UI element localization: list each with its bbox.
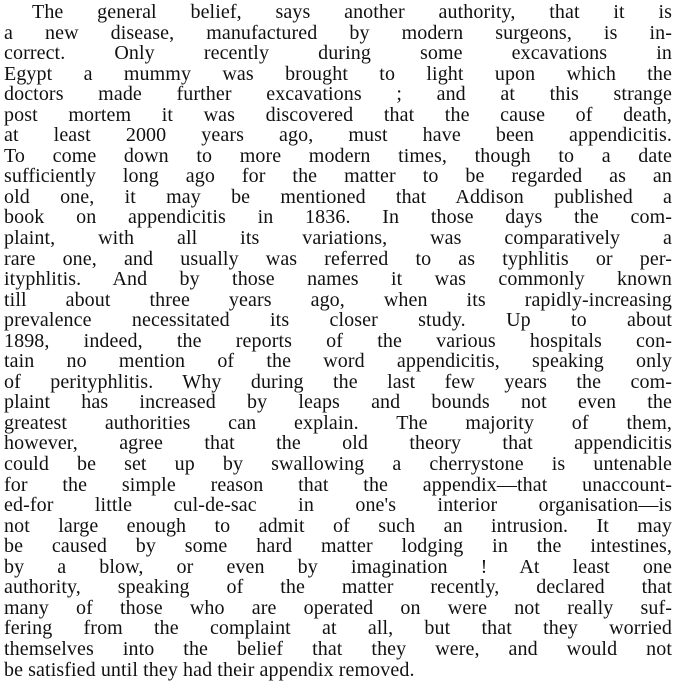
text-line: greatest authorities can explain. The majority of them,	[4, 411, 672, 434]
text-line: Egypt a mummy was brought to light upon which the	[4, 62, 672, 85]
text-line: a new disease, manufactured by modern surgeons, is in-	[4, 21, 672, 44]
article-paragraph	[4, 2, 672, 680]
text-line: could be set up by swallowing a cherrystone is untenable	[4, 453, 672, 476]
text-line: fering from the complaint at all, but that they worried	[4, 617, 672, 640]
text-line: themselves into the belief that they were, and would not	[4, 637, 672, 660]
text-line: 1898, indeed, the reports of the various hospitals con-	[4, 329, 672, 352]
text-line: not large enough to admit of such an intrusion. It may	[4, 514, 672, 537]
text-line: rare one, and usually was referred to as typhlitis or per-	[4, 247, 672, 270]
text-line: however, agree that the old theory that appendicitis	[4, 432, 672, 455]
text-line: book on appendicitis in 1836. In those days the com-	[4, 206, 672, 229]
text-line: tain no mention of the word appendicitis, speaking only	[4, 350, 672, 373]
text-line: many of those who are operated on were not really suf-	[4, 596, 672, 619]
text-line: ed-for little cul-de-sac in one's interior organisation—is	[4, 494, 672, 517]
text-line: correct. Only recently during some excavations in	[4, 42, 672, 65]
text-line: prevalence necessitated its closer study. Up to about	[4, 309, 672, 332]
text-line: doctors made further excavations ; and at this strange	[4, 83, 672, 106]
text-line: for the simple reason that the appendix—that unaccount-	[4, 473, 672, 496]
text-line: at least 2000 years ago, must have been appendicitis.	[4, 124, 672, 147]
text-line: post mortem it was discovered that the cause of death,	[4, 103, 672, 126]
text-line: To come down to more modern times, though to a date	[4, 144, 672, 167]
text-line: The general belief, says another authority, that it is	[32, 1, 672, 23]
text-line: till about three years ago, when its rapidly-increasing	[4, 288, 672, 311]
text-line: by a blow, or even by imagination ! At least one	[4, 555, 672, 578]
text-line: plaint has increased by leaps and bounds not even the	[4, 391, 672, 414]
text-line: ityphlitis. And by those names it was commonly known	[4, 268, 672, 291]
text-line: plaint, with all its variations, was comparatively a	[4, 227, 672, 250]
text-line: sufficiently long ago for the matter to be regarded as an	[4, 165, 672, 188]
text-line: be satisfied until they had their appendix removed.	[4, 658, 415, 681]
text-line: authority, speaking of the matter recently, declared that	[4, 576, 672, 599]
text-line: of perityphlitis. Why during the last few years the com-	[4, 370, 672, 393]
text-line: be caused by some hard matter lodging in the intestines,	[4, 535, 672, 558]
text-line: old one, it may be mentioned that Addison published a	[4, 185, 672, 208]
